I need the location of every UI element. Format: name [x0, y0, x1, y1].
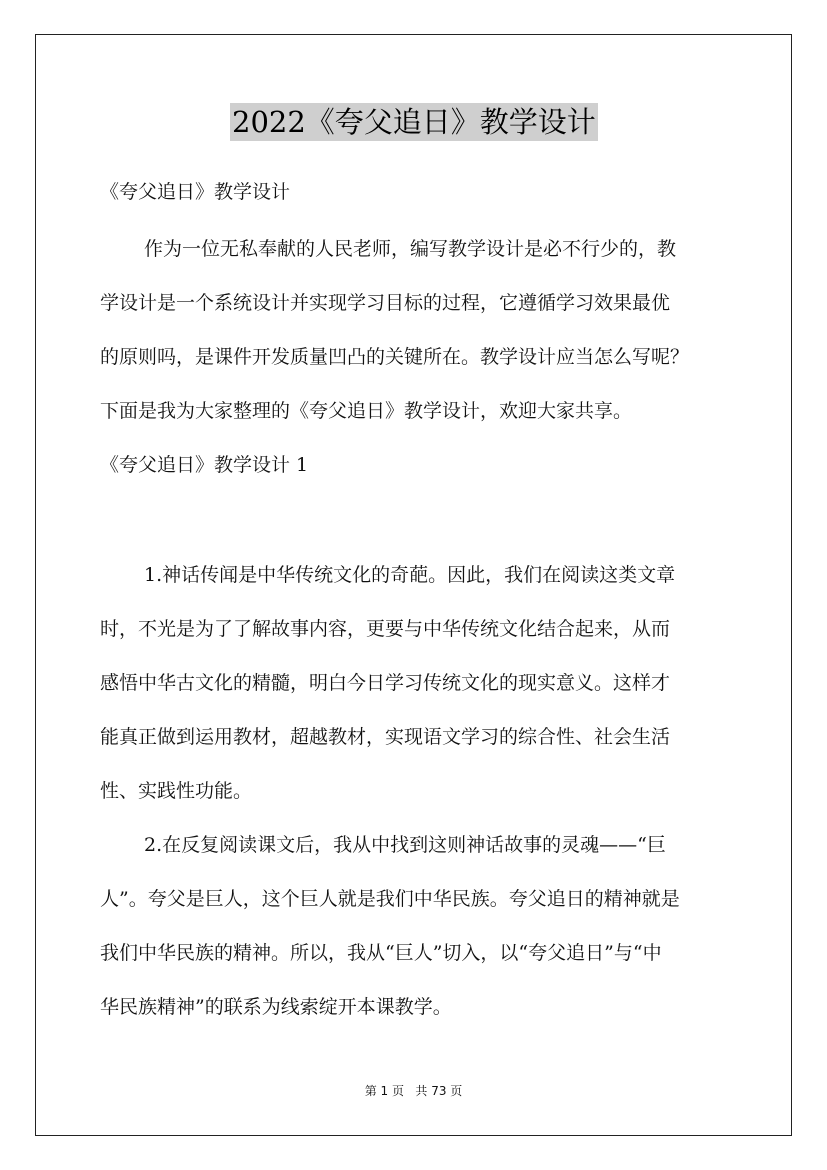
- document-title: 2022《夸父追日》教学设计: [232, 105, 596, 139]
- paragraph-2-line: 人”。夸父是巨人，这个巨人就是我们中华民族。夸父追日的精神就是: [100, 888, 680, 910]
- intro-line: 作为一位无私奉献的人民老师，编写教学设计是必不行少的，教: [144, 238, 677, 260]
- intro-line: 下面是我为大家整理的《夸父追日》教学设计，欢迎大家共享。: [100, 400, 633, 422]
- paragraph-2-line: 我们中华民族的精神。所以，我从“巨人”切入，以“夸父追日”与“中: [100, 942, 662, 964]
- paragraph-1-line: 性、实践性功能。: [100, 780, 253, 802]
- paragraph-2-line: 华民族精神”的联系为线索绽开本课教学。: [100, 996, 452, 1018]
- page-footer: 第 1 页 共 73 页: [364, 1084, 463, 1098]
- paragraph-1-line: 1.神话传闻是中华传统文化的奇葩。因此，我们在阅读这类文章: [144, 564, 676, 586]
- section-heading: 《夸父追日》教学设计: [100, 181, 291, 203]
- intro-line: 学设计是一个系统设计并实现学习目标的过程，它遵循学习效果最优: [100, 292, 671, 314]
- paragraph-1-line: 时，不光是为了了解故事内容，更要与中华传统文化结合起来，从而: [100, 618, 671, 640]
- paragraph-2-line: 2.在反复阅读课文后，我从中找到这则神话故事的灵魂——“巨: [144, 834, 666, 856]
- paragraph-1-line: 能真正做到运用教材，超越教材，实现语文学习的综合性、社会生活: [100, 726, 671, 748]
- intro-line: 的原则吗，是课件开发质量凹凸的关键所在。教学设计应当怎么写呢？: [100, 346, 690, 368]
- section-heading-1: 《夸父追日》教学设计 1: [100, 454, 309, 476]
- paragraph-1-line: 感悟中华古文化的精髓，明白今日学习传统文化的现实意义。这样才: [100, 672, 671, 694]
